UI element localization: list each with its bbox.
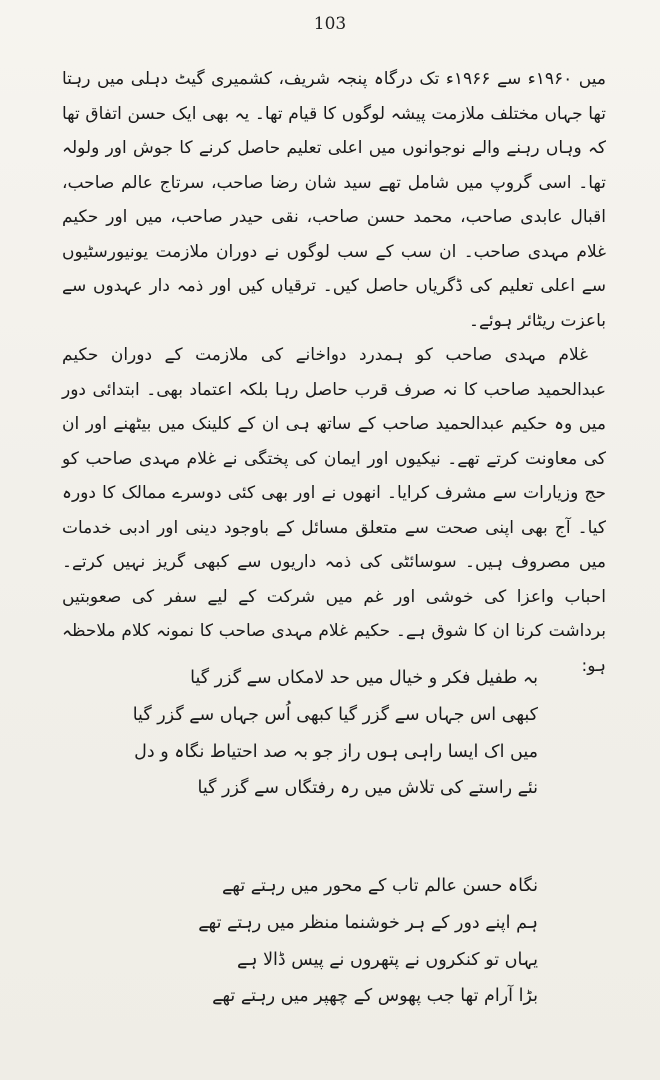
poem-line: بہ طفیل فکر و خیال میں حد لامکاں سے گزر گیا xyxy=(190,668,538,688)
paragraph-2: غلام مہدی صاحب کو ہمدرد دواخانے کی ملازمت کے دوران حکیم عبدالحمید صاحب کا نہ صرف قرب حاصل رہا بلکہ اعتماد بھی۔ ابتدائی دور میں وہ حکیم عبدالحمید صاحب کے ساتھ ہی ان کے کلینک میں بیٹھنے اور ان کی معاونت کرتے تھے۔ نیکیوں اور ایمان کی پختگی نے غلام مہدی صاحب کو حج وزیارات سے مشرف کرایا۔ انھوں نے اور بھی کئی دوسرے ممالک کا دورہ کیا۔ آج بھی اپنی صحت سے متعلق مسائل کے باوجود دینی اور ادبی خدمات میں مصروف ہیں۔ سوسائٹی کی ذمہ داریوں سے کبھی گریز نہیں کرتے۔ احباب واعزا کی خوشی اور غم میں شرکت کے لیے سفر کی صعوبتیں برداشت کرنا ان کا شوق ہے۔ حکیم غلام مہدی صاحب کا نمونہ کلام ملاحظہ ہو: xyxy=(62,345,606,676)
poem-line: نئے راستے کی تلاش میں رہ رفتگاں سے گزر گیا xyxy=(197,778,538,799)
poem-line: ہم اپنے دور کے ہر خوشنما منظر میں رہتے تھے xyxy=(198,912,538,933)
poem-line: کبھی اس جہاں سے گزر گیا کبھی اُس جہاں سے گزر گیا xyxy=(132,704,538,725)
poem-verses xyxy=(138,868,538,1015)
prose-body xyxy=(62,62,606,683)
poem-line: میں اک ایسا راہی ہوں راز جو بہ صد احتیاط نگاہ و دل xyxy=(134,741,538,762)
page-number: 103 xyxy=(313,14,347,34)
poem-ghazal xyxy=(132,660,538,807)
poem-line: یہاں تو کنکروں نے پتھروں نے پیس ڈالا ہے xyxy=(237,949,538,970)
paragraph-1: میں ۱۹۶۰ء سے ۱۹۶۶ء تک درگاہ پنجہ شریف، کشمیری گیٹ دہلی میں رہتا تھا جہاں مختلف ملازمت پیشہ لوگوں کا قیام تھا۔ یہ بھی ایک حسن اتفاق تھا کہ وہاں رہنے والے نوجوانوں میں اعلی تعلیم حاصل کرنے کا جوش اور ولولہ تھا۔ اسی گروپ میں شامل تھے سید شان رضا صاحب، سرتاج عالم صاحب، اقبال عابدی صاحب، محمد حسن صاحب، نقی حیدر صاحب، میں اور حکیم غلام مہدی صاحب۔ ان سب کے سب لوگوں نے دوران ملازمت یونیورسٹیوں سے اعلی تعلیم کی ڈگریاں حاصل کیں۔ ترقیاں کیں اور ذمہ دار عہدوں سے باعزت ریٹائر ہوئے۔ xyxy=(62,69,606,331)
poem-line: نگاہ حسن عالم تاب کے محور میں رہتے تھے xyxy=(222,876,538,896)
poem-line: بڑا آرام تھا جب پھوس کے چھپر میں رہتے تھے xyxy=(212,986,538,1007)
